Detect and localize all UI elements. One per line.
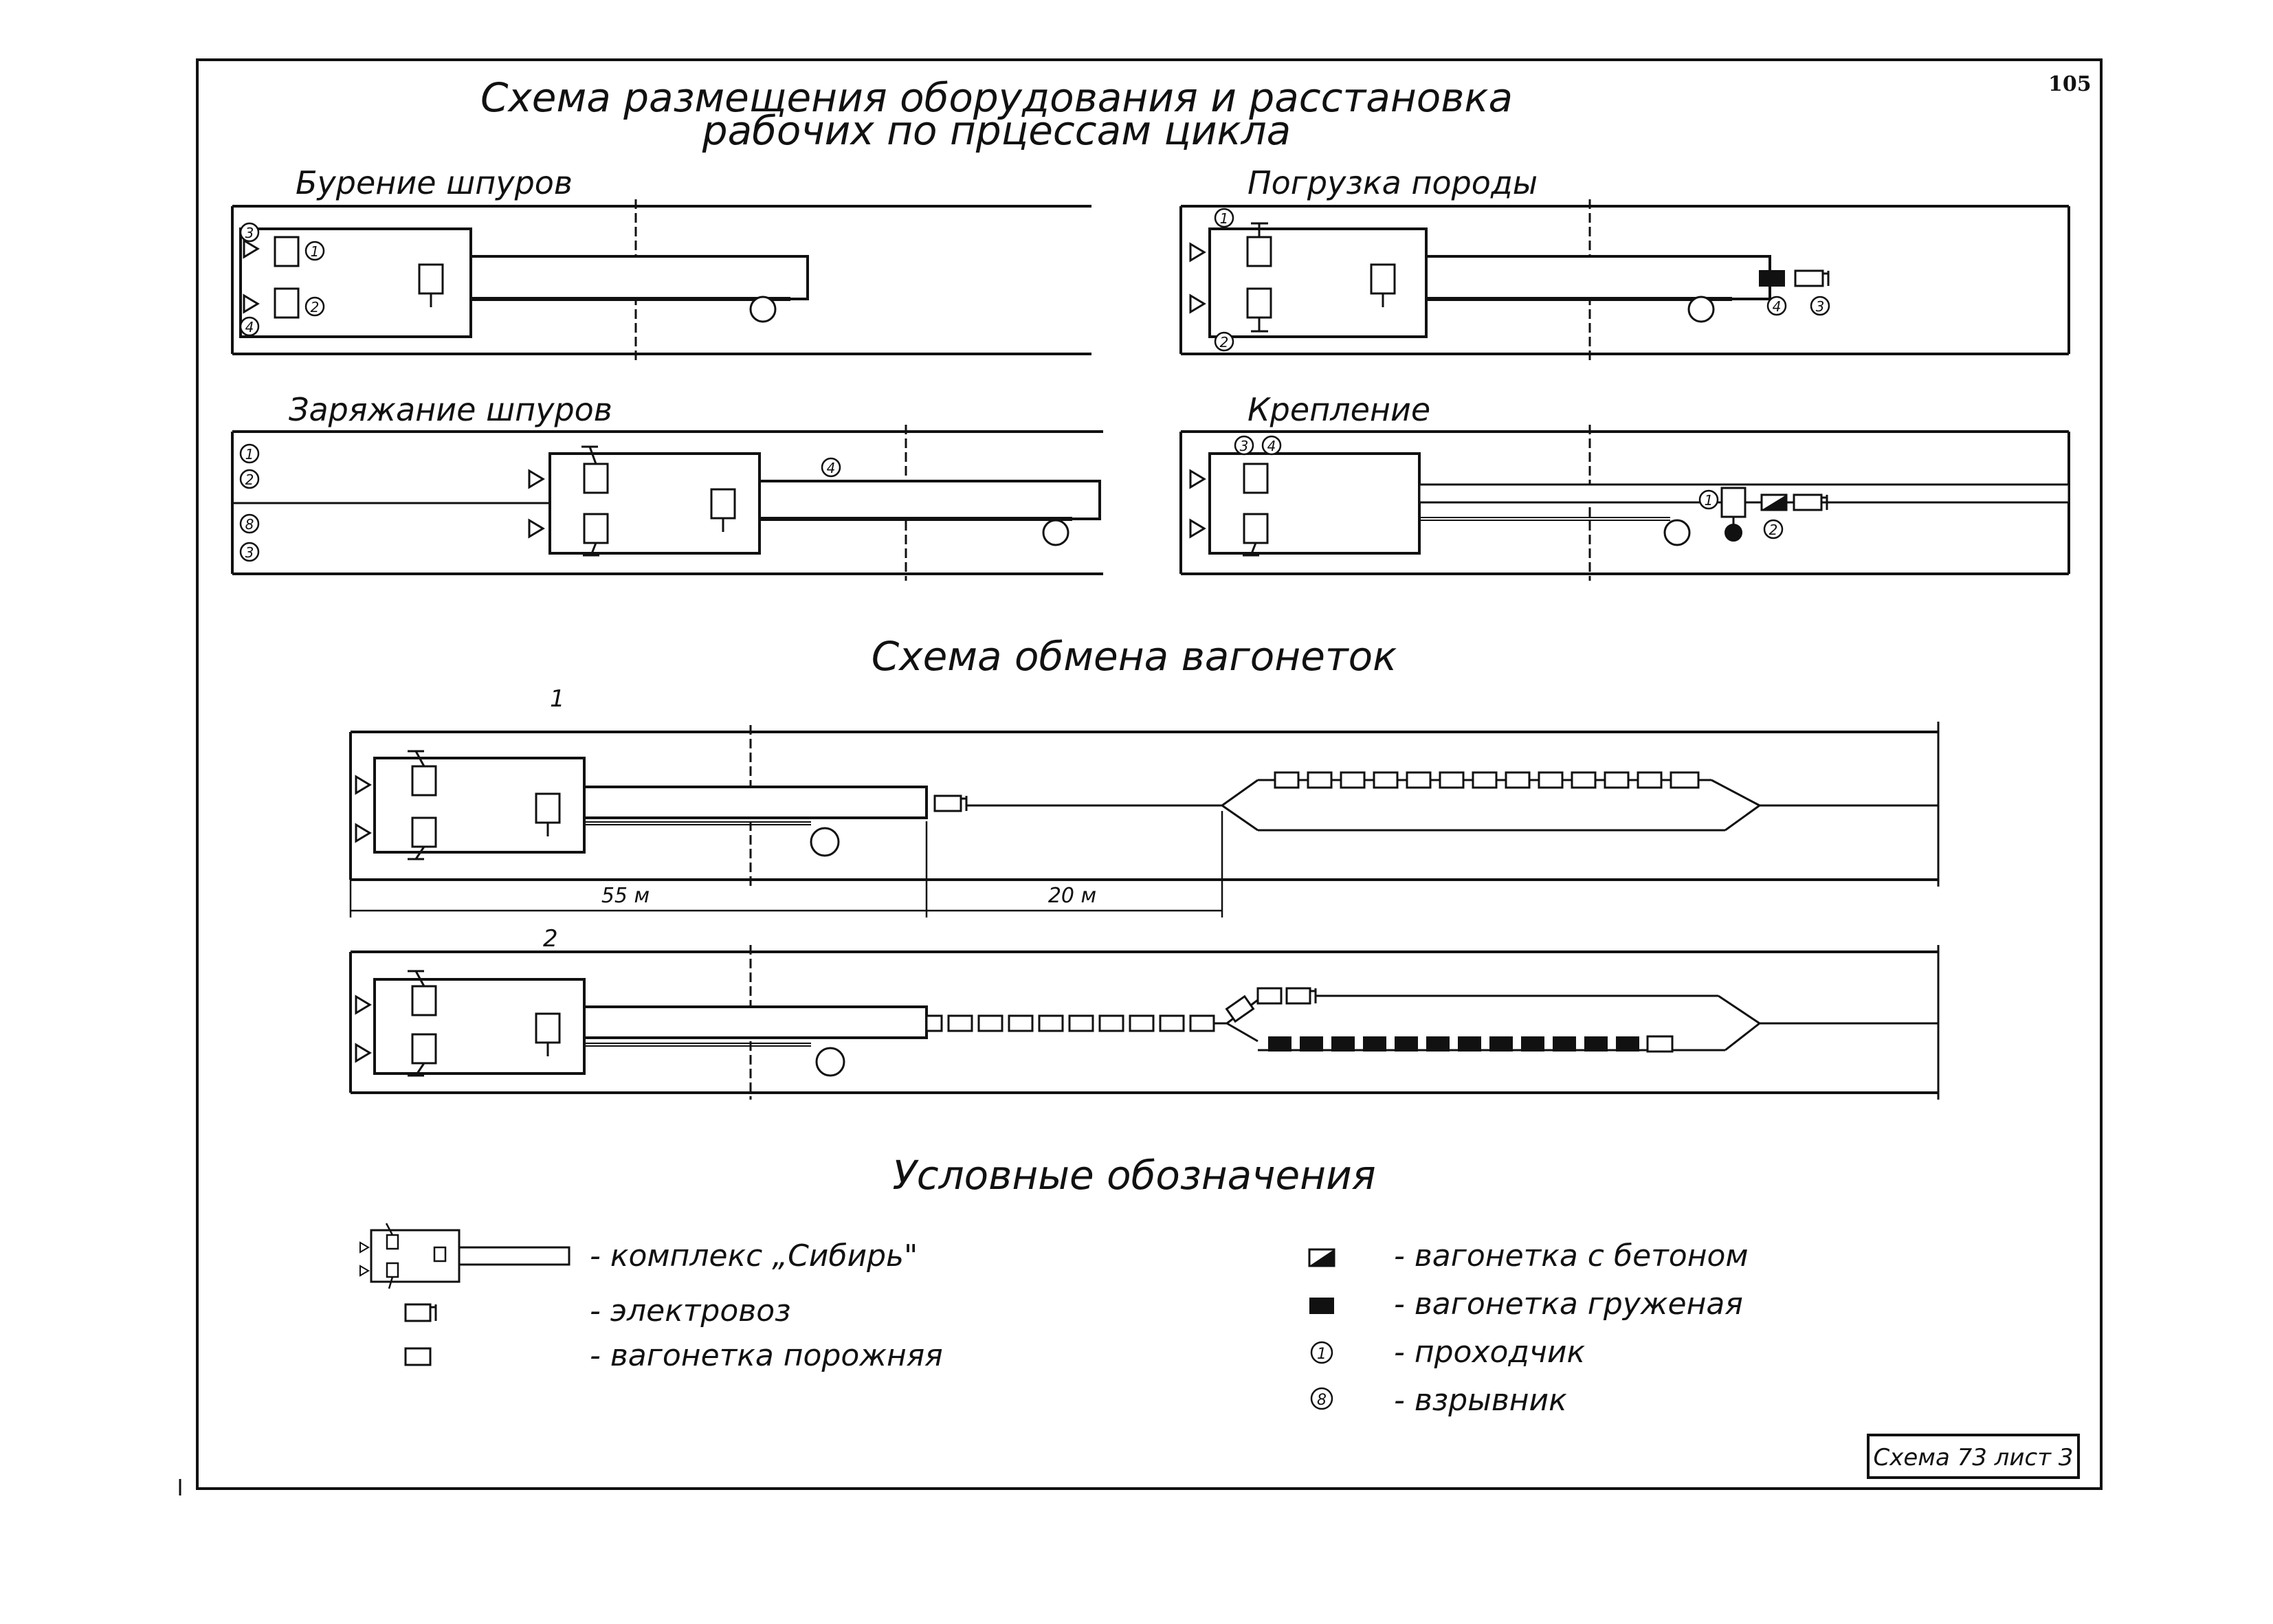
svg-text:1: 1 — [245, 446, 254, 463]
svg-text:3: 3 — [245, 225, 254, 241]
svg-text:1: 1 — [1317, 1346, 1327, 1363]
legend-empty-car-label: - вагонетка порожняя — [590, 1338, 943, 1373]
svg-text:2: 2 — [1768, 522, 1778, 538]
stamp-text: Схема 73 лист 3 — [1873, 1444, 2074, 1471]
svg-text:3: 3 — [245, 544, 254, 561]
svg-text:4: 4 — [1267, 438, 1276, 454]
svg-text:3: 3 — [1815, 298, 1825, 315]
legend-complex-label: - комплекс „Сибирь" — [590, 1238, 918, 1273]
svg-text:2: 2 — [310, 299, 320, 315]
exchange-title: Схема обмена вагонеток — [871, 633, 1397, 680]
panel-drilling-title: Бурение шпуров — [296, 164, 573, 201]
scheme2-label: 2 — [543, 925, 558, 953]
panel-charging-title: Заряжание шпуров — [289, 391, 612, 428]
svg-text:1: 1 — [310, 243, 320, 260]
legend-locomotive-symbol — [406, 1304, 430, 1321]
panel-drilling — [232, 164, 1091, 361]
exchange-scheme-1 — [351, 685, 1938, 917]
legend-worker-label: - проходчик — [1394, 1335, 1586, 1370]
conveyor — [471, 256, 808, 299]
legend-left — [360, 1223, 943, 1373]
main-title-line2: рабочих по прцессам цикла — [702, 107, 1291, 154]
svg-text:2: 2 — [1219, 334, 1229, 351]
panel-support-title: Крепление — [1248, 391, 1431, 428]
svg-text:4: 4 — [1772, 298, 1782, 315]
panel-loading-title: Погрузка породы — [1248, 164, 1538, 201]
svg-text:8: 8 — [245, 516, 254, 533]
svg-text:8: 8 — [1317, 1392, 1327, 1409]
svg-text:2: 2 — [245, 471, 254, 488]
legend-loaded-car-symbol — [1309, 1298, 1334, 1314]
scheme1-label: 1 — [550, 685, 565, 713]
panel-support — [1181, 391, 2069, 581]
legend-complex-symbol — [360, 1223, 569, 1289]
svg-text:4: 4 — [826, 460, 836, 476]
svg-text:1: 1 — [1219, 210, 1229, 227]
legend-loaded-car-label: - вагонетка груженая — [1394, 1287, 1743, 1322]
panel-loading — [1181, 164, 2069, 361]
legend-right — [1309, 1238, 1749, 1418]
legend-title: Условные обозначения — [892, 1152, 1376, 1199]
locomotive — [1795, 271, 1823, 286]
dim-55m: 55 м — [601, 884, 650, 908]
empty-cars-approach — [927, 1016, 1214, 1031]
svg-text:1: 1 — [1704, 492, 1714, 509]
panel-charging — [232, 391, 1103, 581]
legend-blaster-label: - взрывник — [1394, 1383, 1567, 1418]
legend-concrete-car-label: - вагонетка с бетоном — [1394, 1238, 1749, 1273]
legend-locomotive-label: - электровоз — [590, 1293, 791, 1328]
dim-20m: 20 м — [1047, 884, 1097, 908]
main-title-line1: Схема размещения оборудования и расстановка — [480, 74, 1514, 121]
legend-empty-car-symbol — [406, 1348, 430, 1365]
svg-text:4: 4 — [245, 319, 254, 335]
loaded-car — [1760, 271, 1784, 286]
exchange-scheme-2 — [351, 925, 1938, 1100]
title-stamp — [1868, 1435, 2078, 1478]
svg-text:3: 3 — [1239, 438, 1249, 454]
page-number: 105 — [2048, 72, 2092, 96]
